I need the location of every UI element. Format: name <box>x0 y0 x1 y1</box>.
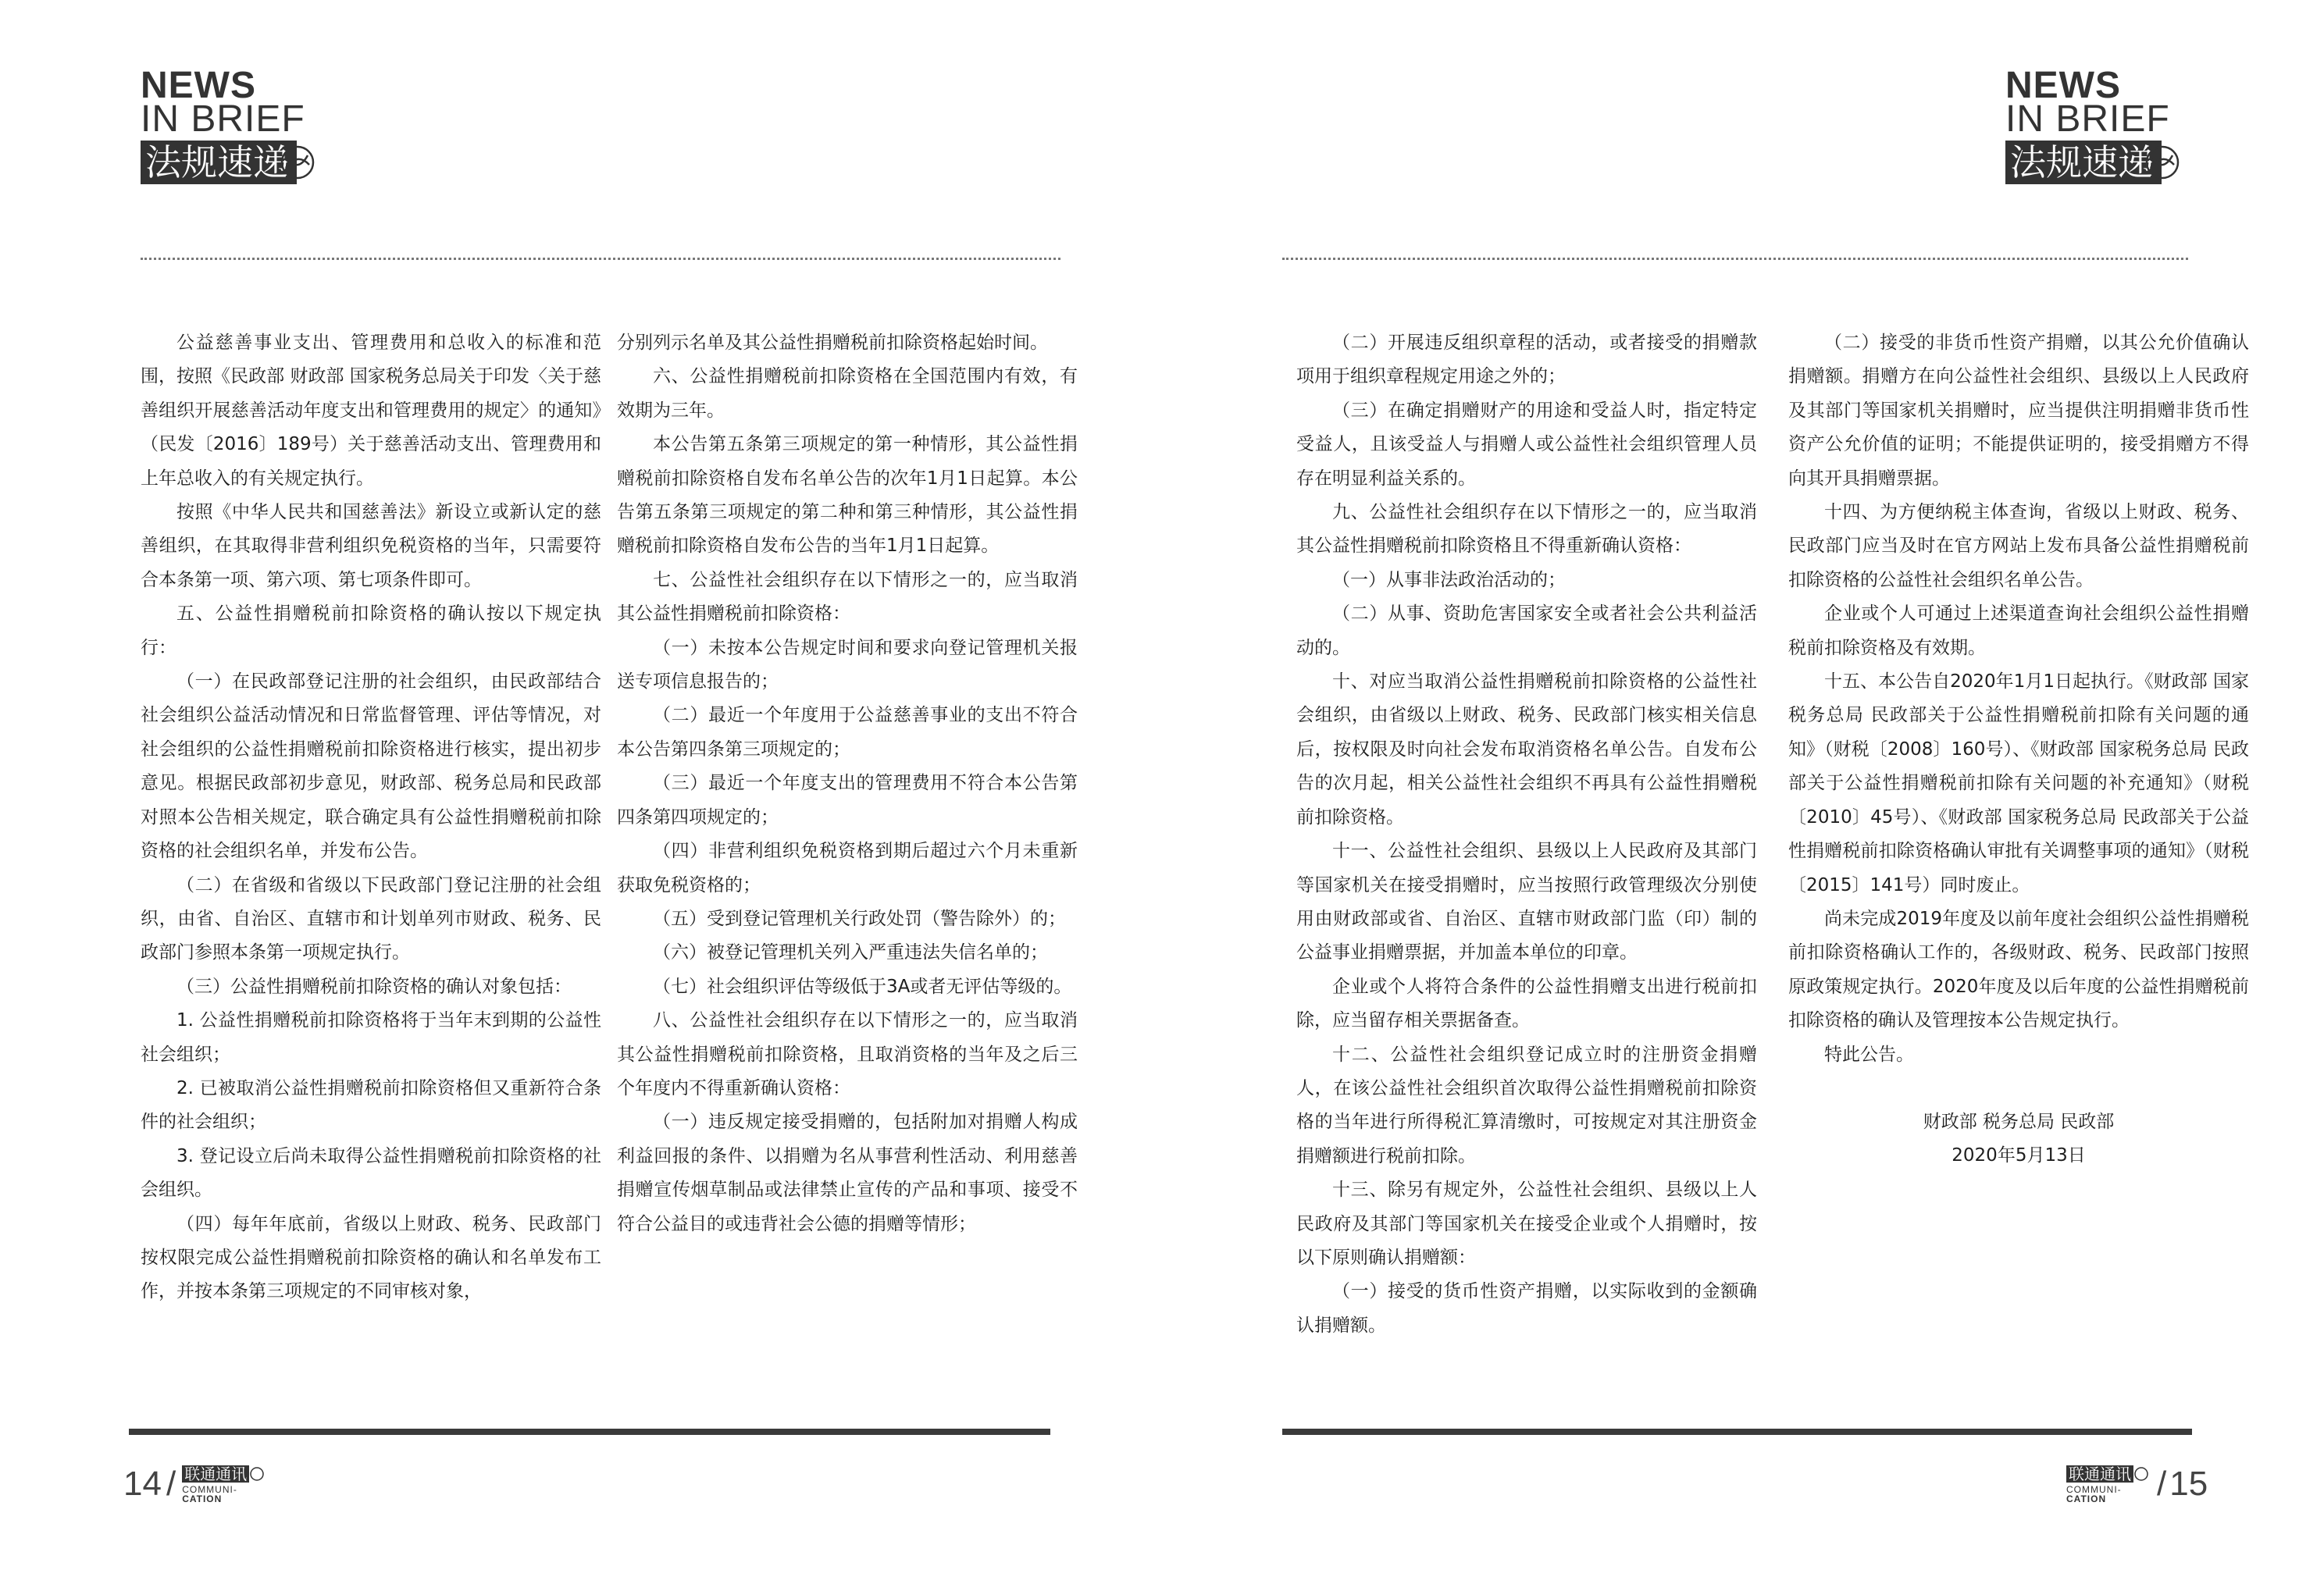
paragraph: 分别列示名单及其公益性捐赠税前扣除资格起始时间。 <box>617 333 1048 353</box>
logo-news: NEWS <box>141 65 256 106</box>
right-column-1 <box>1296 326 1757 1343</box>
magazine-name: 联通通讯 <box>2066 1465 2133 1483</box>
right-page <box>1162 0 2324 1577</box>
left-column-2 <box>617 326 1078 1309</box>
header-divider <box>1282 258 2188 260</box>
left-column-1 <box>141 326 601 1309</box>
paragraph: 企业或个人将符合条件的公益性捐赠支出进行税前扣除，应当留存相关票据备查。 <box>1296 976 1757 1031</box>
magazine-en-1: COMMUNI- <box>182 1483 237 1495</box>
paragraph: 公益慈善事业支出、管理费用和总收入的标准和范围，按照《民政部 财政部 国家税务总局关于印发〈关于慈善组织开展慈善活动年度支出和管理费用的规定〉的通知》（民发〔2016〕189号）关于慈善活动支出、管理费用和上年总收入的有关规定执行。 <box>141 333 601 489</box>
paragraph: 七、公益性社会组织存在以下情形之一的，应当取消其公益性捐赠税前扣除资格： <box>617 569 1078 625</box>
page-slash: / <box>166 1465 176 1503</box>
paragraph: （一）接受的货币性资产捐赠，以实际收到的金额确认捐赠额。 <box>1296 1281 1757 1336</box>
magazine-logo <box>2066 1465 2149 1504</box>
paragraph: 特此公告。 <box>1824 1044 1914 1065</box>
magazine-en-2: CATION <box>182 1493 223 1504</box>
knot-icon <box>2133 1466 2149 1482</box>
paragraph: 按照《中华人民共和国慈善法》新设立或新认定的慈善组织，在其取得非营利组织免税资格的当年，只需要符合本条第一项、第六项、第七项条件即可。 <box>141 502 601 590</box>
paragraph: （二）接受的非货币性资产捐赠，以其公允价值确认捐赠额。捐赠方在向公益性社会组织、县级以上人民政府及其部门等国家机关捐赠时，应当提供注明捐赠非货币性资产公允价值的证明；不能提供证明的，接受捐赠方不得向其开具捐赠票据。 <box>1788 333 2249 489</box>
paragraph: （二）在省级和省级以下民政部门登记注册的社会组织，由省、自治区、直辖市和计划单列市财政、税务、民政部门参照本条第一项规定执行。 <box>141 874 601 963</box>
paragraph: （一）在民政部登记注册的社会组织，由民政部结合社会组织公益活动情况和日常监督管理、评估等情况，对社会组织的公益性捐赠税前扣除资格进行核实，提出初步意见。根据民政部初步意见，财政部、税务总局和民政部对照本公告相关规定，联合确定具有公益性捐赠税前扣除资格的社会组织名单，并发布公告。 <box>141 671 601 862</box>
paragraph: （三）公益性捐赠税前扣除资格的确认对象包括： <box>176 976 572 997</box>
paragraph: 九、公益性社会组织存在以下情形之一的，应当取消其公益性捐赠税前扣除资格且不得重新确认资格： <box>1296 502 1757 557</box>
header-divider <box>141 258 1060 260</box>
logo-section-title: 法规速递 <box>141 141 297 184</box>
page-number: 14 <box>123 1465 162 1503</box>
paragraph: （二）最近一个年度用于公益慈善事业的支出不符合本公告第四条第三项规定的； <box>617 705 1078 760</box>
paragraph: （四）每年年底前，省级以上财政、税务、民政部门按权限完成公益性捐赠税前扣除资格的确认和名单发布工作，并按本条第三项规定的不同审核对象， <box>141 1213 601 1302</box>
section-logo <box>141 65 359 184</box>
paragraph: 本公告第五条第三项规定的第一种情形，其公益性捐赠税前扣除资格自发布名单公告的次年1月1日起算。本公告第五条第三项规定的第二种和第三种情形，其公益性捐赠税前扣除资格自发布公告的当年1月1日起算。 <box>617 434 1078 557</box>
left-footer <box>123 1465 265 1504</box>
knot-icon <box>249 1466 265 1482</box>
page-slash: / <box>2157 1465 2167 1503</box>
footer-rule <box>1282 1429 2192 1435</box>
paragraph: （一）未按本公告规定时间和要求向登记管理机关报送专项信息报告的； <box>617 637 1078 692</box>
paragraph: 八、公益性社会组织存在以下情形之一的，应当取消其公益性捐赠税前扣除资格，且取消资格的当年及之后三个年度内不得重新确认资格： <box>617 1010 1078 1098</box>
paragraph: 尚未完成2019年度及以前年度社会组织公益性捐赠税前扣除资格确认工作的，各级财政、税务、民政部门按照原政策规定执行。2020年度及以后年度的公益性捐赠税前扣除资格的确认及管理按本公告规定执行。 <box>1788 908 2249 1031</box>
magazine-en-2: CATION <box>2066 1493 2107 1504</box>
paragraph: 十一、公益性社会组织、县级以上人民政府及其部门等国家机关在接受捐赠时，应当按照行政管理级次分别使用由财政部或省、自治区、直辖市财政部门监（印）制的公益事业捐赠票据，并加盖本单位的印章。 <box>1296 841 1757 963</box>
magazine-logo <box>182 1465 265 1504</box>
paragraph: 十三、除另有规定外，公益性社会组织、县级以上人民政府及其部门等国家机关在接受企业或个人捐赠时，按以下原则确认捐赠额： <box>1296 1180 1757 1268</box>
paragraph: 1. 公益性捐赠税前扣除资格将于当年末到期的公益性社会组织； <box>141 1010 601 1065</box>
magazine-name: 联通通讯 <box>182 1465 249 1483</box>
footer-rule <box>129 1429 1050 1435</box>
paragraph: （三）最近一个年度支出的管理费用不符合本公告第四条第四项规定的； <box>617 773 1078 828</box>
paragraph: 十四、为方便纳税主体查询，省级以上财政、税务、民政部门应当及时在官方网站上发布具备公益性捐赠税前扣除资格的公益性社会组织名单公告。 <box>1788 502 2249 590</box>
section-logo <box>2005 65 2224 184</box>
paragraph: 2. 已被取消公益性捐赠税前扣除资格但又重新符合条件的社会组织； <box>141 1077 601 1133</box>
logo-news: NEWS <box>2005 65 2121 106</box>
paragraph: （二）开展违反组织章程的活动，或者接受的捐赠款项用于组织章程规定用途之外的； <box>1296 333 1757 387</box>
paragraph: （一）从事非法政治活动的； <box>1332 569 1566 590</box>
paragraph: 六、公益性捐赠税前扣除资格在全国范围内有效，有效期为三年。 <box>617 366 1078 421</box>
page-number: 15 <box>2169 1465 2208 1503</box>
right-column-2 <box>1788 326 2249 1343</box>
signature-date: 2020年5月13日 <box>1952 1145 2086 1166</box>
paragraph: 五、公益性捐赠税前扣除资格的确认按以下规定执行： <box>141 603 601 658</box>
signature-issuers: 财政部 税务总局 民政部 <box>1923 1111 2115 1132</box>
paragraph: （五）受到登记管理机关行政处罚（警告除外）的； <box>653 908 1066 929</box>
paragraph: 3. 登记设立后尚未取得公益性捐赠税前扣除资格的社会组织。 <box>141 1145 601 1201</box>
magazine-en-1: COMMUNI- <box>2066 1483 2122 1495</box>
logo-in-brief: IN BRIEF <box>141 98 305 140</box>
paragraph: （三）在确定捐赠财产的用途和受益人时，指定特定受益人，且该受益人与捐赠人或公益性社会组织管理人员存在明显利益关系的。 <box>1296 400 1757 489</box>
logo-in-brief: IN BRIEF <box>2005 98 2170 140</box>
paragraph: 企业或个人可通过上述渠道查询社会组织公益性捐赠税前扣除资格及有效期。 <box>1788 603 2249 658</box>
paragraph: 十、对应当取消公益性捐赠税前扣除资格的公益性社会组织，由省级以上财政、税务、民政部门核实相关信息后，按权限及时向社会发布取消资格名单公告。自发布公告的次月起，相关公益性社会组织不再具有公益性捐赠税前扣除资格。 <box>1296 671 1757 828</box>
paragraph: （六）被登记管理机关列入严重违法失信名单的； <box>653 942 1048 963</box>
knot-icon <box>280 144 315 180</box>
logo-section-title: 法规速递 <box>2005 141 2162 184</box>
knot-icon <box>2144 144 2180 180</box>
paragraph: 十五、本公告自2020年1月1日起执行。《财政部 国家税务总局 民政部关于公益性捐赠税前扣除有关问题的通知》（财税〔2008〕160号）、《财政部 国家税务总局 民政部关于公益性捐赠税前扣除有关问题的补充通知》（财税〔2010〕45号）、《财政部 国家税务总局 民政部关于公益性捐赠税前扣除资格确认审批有关调整事项的通知》（财税〔2015〕141号）同时废止。 <box>1788 671 2249 895</box>
paragraph: （一）违反规定接受捐赠的，包括附加对捐赠人构成利益回报的条件、以捐赠为名从事营利性活动、利用慈善捐赠宣传烟草制品或法律禁止宣传的产品和事项、接受不符合公益目的或违背社会公德的捐赠等情形； <box>617 1112 1078 1234</box>
right-footer <box>2066 1465 2208 1504</box>
paragraph: （七）社会组织评估等级低于3A或者无评估等级的。 <box>653 976 1072 997</box>
paragraph: 十二、公益性社会组织登记成立时的注册资金捐赠人，在该公益性社会组织首次取得公益性捐赠税前扣除资格的当年进行所得税汇算清缴时，可按规定对其注册资金捐赠额进行税前扣除。 <box>1296 1044 1757 1166</box>
paragraph: （四）非营利组织免税资格到期后超过六个月未重新获取免税资格的； <box>617 841 1078 895</box>
paragraph: （二）从事、资助危害国家安全或者社会公共利益活动的。 <box>1296 603 1757 658</box>
